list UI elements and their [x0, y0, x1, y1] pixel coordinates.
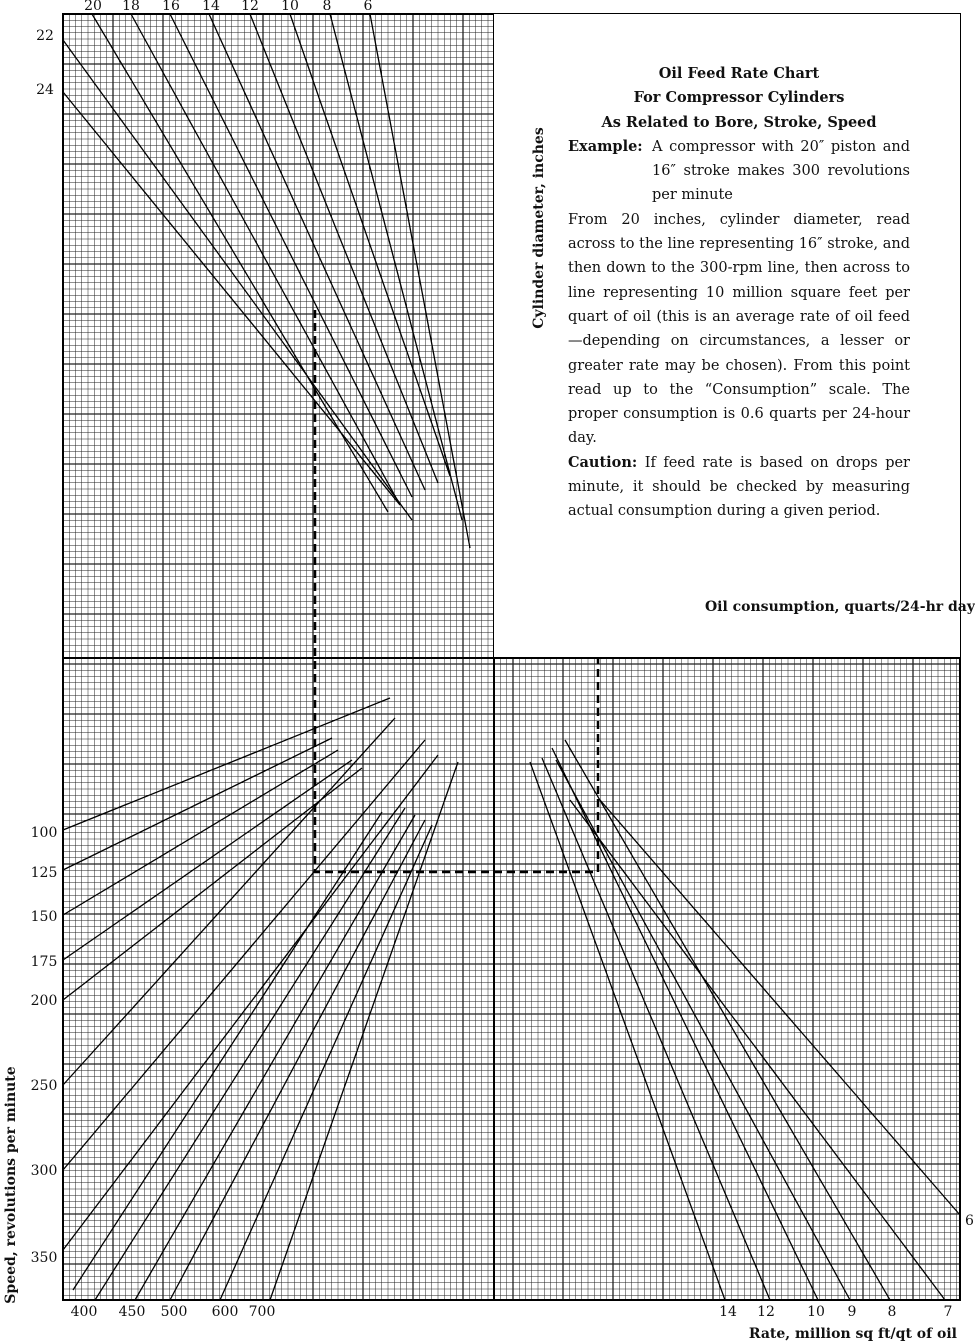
speed-tick-bottom: 450	[118, 1304, 146, 1320]
oil-consumption-axis-title: Oil consumption, quarts/24-hr day	[704, 599, 975, 615]
stroke-label-top: 20	[84, 0, 102, 14]
rate-line	[570, 800, 945, 1300]
speed-tick: 350	[30, 1250, 58, 1266]
speed-line	[95, 808, 405, 1300]
rate-line	[530, 762, 725, 1300]
rate-line	[542, 758, 770, 1300]
rate-tick: 12	[757, 1304, 775, 1320]
stroke-label-top: 18	[122, 0, 140, 14]
instructions-text: From 20 inches, cylinder diameter, read across to the line representing 16″ stroke, and then down to the 300-rpm line, then across to line representing 10 million square feet per quart of oil (this is an average rate of oil feed—depending on circumstances, a lesser or greater rate may be chosen). From this point read up to the “Consumption” scale. The proper consumption is 0.6 quarts per 24-hour day.	[568, 211, 910, 447]
speed-line	[220, 825, 432, 1300]
rate-label-right: 6	[965, 1213, 974, 1229]
example-block	[568, 135, 910, 208]
caution-label: Caution:	[568, 453, 638, 471]
speed-tick: 200	[30, 993, 58, 1009]
caution-block	[568, 451, 910, 524]
info-panel	[568, 62, 910, 524]
rate-tick: 7	[943, 1304, 953, 1320]
speed-tick: 125	[30, 865, 58, 881]
speed-tick-bottom: 400	[70, 1304, 98, 1320]
speed-tick: 250	[30, 1078, 58, 1094]
stroke-label-top: 8	[322, 0, 332, 14]
info-title-2: For Compressor Cylinders	[633, 89, 845, 107]
speed-tick-bottom: 500	[160, 1304, 188, 1320]
speed-tick-bottom: 700	[248, 1304, 276, 1320]
stroke-line	[131, 14, 400, 505]
rate-tick: 14	[719, 1304, 737, 1320]
rate-tick: 8	[887, 1304, 897, 1320]
example-text: A compressor with 20″ piston and 16″ stroke makes 300 revolutions per minute	[652, 138, 910, 204]
speed-tick-bottom: 600	[211, 1304, 239, 1320]
cylinder-diameter-axis-title: Cylinder diameter, inches	[531, 127, 547, 329]
stroke-label-top: 16	[162, 0, 180, 14]
speed-tick: 175	[30, 954, 58, 970]
stroke-label-top: 10	[281, 0, 299, 14]
rate-axis-title: Rate, million sq ft/qt of oil	[748, 1326, 957, 1342]
speed-line	[63, 760, 352, 960]
example-label: Example:	[568, 137, 643, 155]
info-title-3: As Related to Bore, Stroke, Speed	[601, 113, 877, 131]
speed-tick: 150	[30, 909, 58, 925]
rate-line	[552, 748, 818, 1300]
speed-axis-title: Speed, revolutions per minute	[3, 1066, 19, 1304]
rate-tick: 10	[807, 1304, 825, 1320]
stroke-label-top: 6	[363, 0, 373, 14]
rate-tick: 9	[847, 1304, 857, 1320]
stroke-line	[63, 40, 412, 520]
speed-tick: 300	[30, 1163, 58, 1179]
speed-line	[270, 762, 458, 1300]
info-title-1: Oil Feed Rate Chart	[658, 65, 820, 82]
stroke-label-top: 14	[202, 0, 220, 14]
caution-text: If feed rate is based on drops per minute, it should be checked by measuring actual consumption during a given period.	[568, 454, 910, 520]
stroke-line	[92, 14, 388, 512]
stroke-label-top: 12	[241, 0, 259, 14]
stroke-label-left: 24	[36, 82, 54, 98]
speed-tick: 100	[30, 825, 58, 841]
stroke-label-left: 22	[36, 28, 54, 44]
stroke-line	[370, 14, 470, 548]
